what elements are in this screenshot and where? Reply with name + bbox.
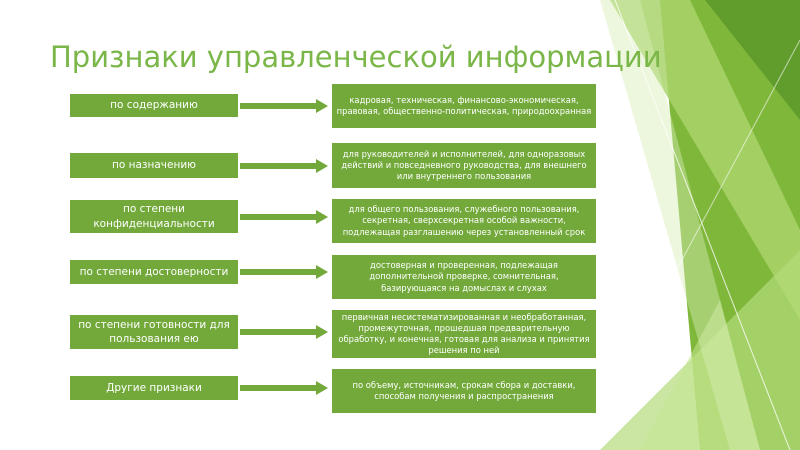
category-box-other (70, 376, 238, 400)
description-box-reliability (332, 255, 596, 299)
description-text: кадровая, техническая, финансово-экономическая, правовая, общественно-политическая, природоохранная (336, 94, 592, 116)
category-box-confidentiality (70, 200, 238, 233)
category-label: по степени готовности для пользования ею (78, 318, 230, 345)
category-box-readiness (70, 315, 238, 349)
description-text: для руководителей и исполнителей, для одноразовых действий и повседневного руководства, для внешнего или внутреннего пользования (341, 148, 587, 182)
arrow-right-icon (240, 159, 328, 173)
description-box-other (332, 369, 596, 413)
category-label: по степени достоверности (79, 265, 229, 278)
description-box-confidentiality (332, 199, 596, 243)
slide-title: Признаки управленческой информации (50, 40, 662, 74)
category-label: по назначению (112, 159, 196, 172)
arrow-right-icon (240, 265, 328, 279)
category-box-content (70, 94, 238, 117)
description-box-readiness (332, 310, 596, 358)
arrow-right-icon (240, 381, 328, 395)
arrow-right-icon (240, 99, 328, 113)
description-text: достоверная и проверенная, подлежащая дополнительной проверке, сомнительная, базирующаяся на домыслах и слухах (369, 260, 559, 293)
category-label: по степени конфиденциальности (93, 203, 215, 230)
description-text: по объему, источникам, срокам сбора и доставки, способам получения и распространения (352, 379, 576, 401)
category-label: Другие признаки (106, 381, 202, 394)
description-text: для общего пользования, служебного пользования, секретная, сверхсекретная особой важности, подлежащая разглашению через установленный срок (342, 204, 586, 237)
description-box-content (332, 84, 596, 128)
category-box-purpose (70, 153, 238, 178)
description-text: первичная несистематизированная и необработанная, промежуточная, прошедшая предварительную обработку, и конечная, готовая для анализа и принятия решения по ней (338, 311, 590, 356)
category-box-reliability (70, 260, 238, 284)
arrow-right-icon (240, 325, 328, 339)
arrow-right-icon (240, 210, 328, 224)
category-label: по содержанию (110, 99, 198, 112)
description-box-purpose (332, 143, 596, 188)
